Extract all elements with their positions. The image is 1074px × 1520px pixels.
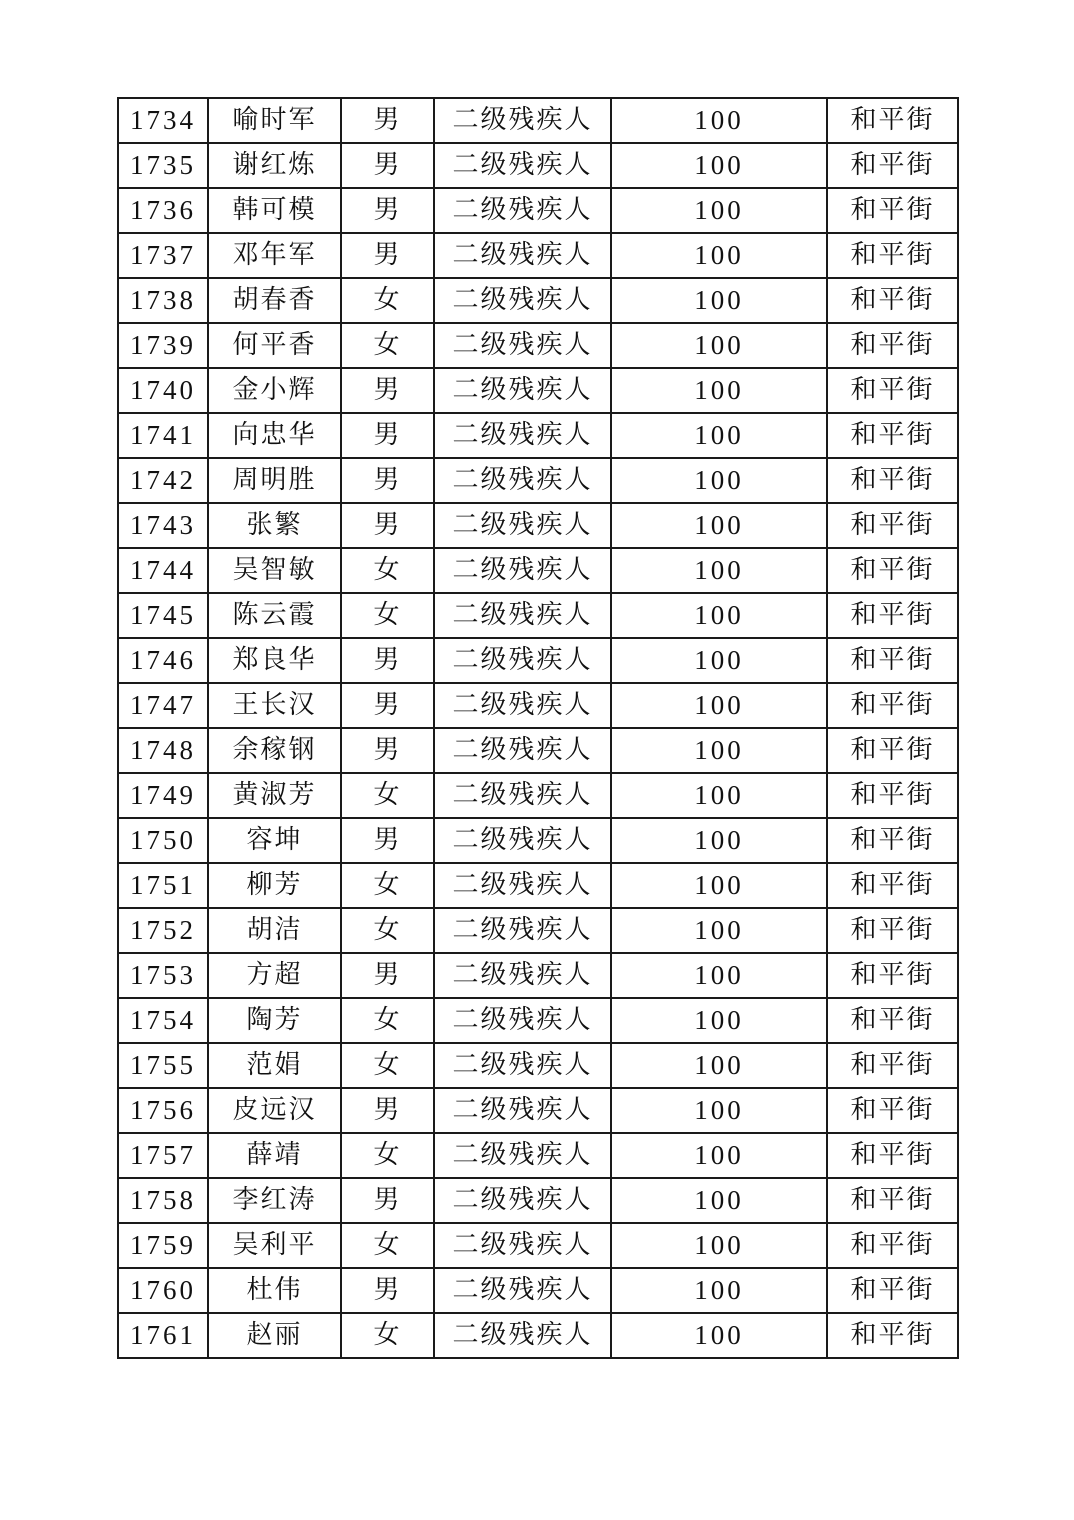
amount-cell: 100 xyxy=(611,1133,827,1178)
table-row xyxy=(118,188,958,233)
table-row xyxy=(118,953,958,998)
amount-cell: 100 xyxy=(611,503,827,548)
disability-category-cell: 二级残疾人 xyxy=(434,1133,611,1178)
street-cell: 和平街 xyxy=(827,863,958,908)
disability-category-cell: 二级残疾人 xyxy=(434,188,611,233)
table-row xyxy=(118,998,958,1043)
serial-number-cell: 1739 xyxy=(118,323,208,368)
amount-cell: 100 xyxy=(611,98,827,143)
person-name-cell: 方超 xyxy=(208,953,341,998)
amount-cell: 100 xyxy=(611,1313,827,1358)
amount-cell: 100 xyxy=(611,188,827,233)
person-name-cell: 杜伟 xyxy=(208,1268,341,1313)
gender-cell: 男 xyxy=(341,503,434,548)
gender-cell: 男 xyxy=(341,1088,434,1133)
amount-cell: 100 xyxy=(611,548,827,593)
person-name-cell: 王长汉 xyxy=(208,683,341,728)
serial-number-cell: 1760 xyxy=(118,1268,208,1313)
street-cell: 和平街 xyxy=(827,1133,958,1178)
gender-cell: 女 xyxy=(341,1313,434,1358)
gender-cell: 女 xyxy=(341,1223,434,1268)
serial-number-cell: 1754 xyxy=(118,998,208,1043)
amount-cell: 100 xyxy=(611,908,827,953)
serial-number-cell: 1758 xyxy=(118,1178,208,1223)
disability-category-cell: 二级残疾人 xyxy=(434,323,611,368)
person-name-cell: 喻时军 xyxy=(208,98,341,143)
amount-cell: 100 xyxy=(611,593,827,638)
gender-cell: 女 xyxy=(341,908,434,953)
gender-cell: 男 xyxy=(341,368,434,413)
disability-category-cell: 二级残疾人 xyxy=(434,98,611,143)
serial-number-cell: 1748 xyxy=(118,728,208,773)
street-cell: 和平街 xyxy=(827,1268,958,1313)
serial-number-cell: 1734 xyxy=(118,98,208,143)
serial-number-cell: 1735 xyxy=(118,143,208,188)
serial-number-cell: 1745 xyxy=(118,593,208,638)
person-name-cell: 金小辉 xyxy=(208,368,341,413)
disability-category-cell: 二级残疾人 xyxy=(434,548,611,593)
table-row xyxy=(118,908,958,953)
street-cell: 和平街 xyxy=(827,98,958,143)
person-name-cell: 张繁 xyxy=(208,503,341,548)
serial-number-cell: 1761 xyxy=(118,1313,208,1358)
serial-number-cell: 1740 xyxy=(118,368,208,413)
serial-number-cell: 1752 xyxy=(118,908,208,953)
person-name-cell: 皮远汉 xyxy=(208,1088,341,1133)
person-name-cell: 韩可模 xyxy=(208,188,341,233)
amount-cell: 100 xyxy=(611,233,827,278)
table-row xyxy=(118,818,958,863)
street-cell: 和平街 xyxy=(827,323,958,368)
street-cell: 和平街 xyxy=(827,188,958,233)
table-row xyxy=(118,863,958,908)
disability-category-cell: 二级残疾人 xyxy=(434,1313,611,1358)
amount-cell: 100 xyxy=(611,818,827,863)
street-cell: 和平街 xyxy=(827,908,958,953)
disability-category-cell: 二级残疾人 xyxy=(434,773,611,818)
person-name-cell: 余稼钢 xyxy=(208,728,341,773)
gender-cell: 男 xyxy=(341,683,434,728)
amount-cell: 100 xyxy=(611,638,827,683)
amount-cell: 100 xyxy=(611,953,827,998)
serial-number-cell: 1747 xyxy=(118,683,208,728)
gender-cell: 男 xyxy=(341,458,434,503)
street-cell: 和平街 xyxy=(827,593,958,638)
amount-cell: 100 xyxy=(611,368,827,413)
serial-number-cell: 1757 xyxy=(118,1133,208,1178)
table-row xyxy=(118,548,958,593)
disability-category-cell: 二级残疾人 xyxy=(434,503,611,548)
person-name-cell: 陶芳 xyxy=(208,998,341,1043)
gender-cell: 男 xyxy=(341,1178,434,1223)
street-cell: 和平街 xyxy=(827,548,958,593)
disability-category-cell: 二级残疾人 xyxy=(434,593,611,638)
serial-number-cell: 1743 xyxy=(118,503,208,548)
table-row xyxy=(118,638,958,683)
gender-cell: 女 xyxy=(341,773,434,818)
table-row xyxy=(118,503,958,548)
serial-number-cell: 1749 xyxy=(118,773,208,818)
amount-cell: 100 xyxy=(611,1088,827,1133)
serial-number-cell: 1759 xyxy=(118,1223,208,1268)
street-cell: 和平街 xyxy=(827,998,958,1043)
street-cell: 和平街 xyxy=(827,368,958,413)
amount-cell: 100 xyxy=(611,683,827,728)
person-name-cell: 何平香 xyxy=(208,323,341,368)
table-row xyxy=(118,143,958,188)
person-name-cell: 谢红炼 xyxy=(208,143,341,188)
person-name-cell: 吴智敏 xyxy=(208,548,341,593)
street-cell: 和平街 xyxy=(827,1178,958,1223)
disability-category-cell: 二级残疾人 xyxy=(434,863,611,908)
street-cell: 和平街 xyxy=(827,143,958,188)
disability-category-cell: 二级残疾人 xyxy=(434,1043,611,1088)
table-row xyxy=(118,458,958,503)
table-row xyxy=(118,1178,958,1223)
disability-category-cell: 二级残疾人 xyxy=(434,413,611,458)
street-cell: 和平街 xyxy=(827,953,958,998)
disability-category-cell: 二级残疾人 xyxy=(434,953,611,998)
street-cell: 和平街 xyxy=(827,1088,958,1133)
street-cell: 和平街 xyxy=(827,503,958,548)
gender-cell: 女 xyxy=(341,593,434,638)
serial-number-cell: 1751 xyxy=(118,863,208,908)
table-row xyxy=(118,1223,958,1268)
serial-number-cell: 1741 xyxy=(118,413,208,458)
serial-number-cell: 1736 xyxy=(118,188,208,233)
person-name-cell: 向忠华 xyxy=(208,413,341,458)
disability-category-cell: 二级残疾人 xyxy=(434,1178,611,1223)
table-row xyxy=(118,683,958,728)
gender-cell: 男 xyxy=(341,98,434,143)
street-cell: 和平街 xyxy=(827,683,958,728)
roster-table-body xyxy=(118,98,958,1358)
person-name-cell: 薛靖 xyxy=(208,1133,341,1178)
disability-category-cell: 二级残疾人 xyxy=(434,458,611,503)
amount-cell: 100 xyxy=(611,728,827,773)
street-cell: 和平街 xyxy=(827,773,958,818)
gender-cell: 男 xyxy=(341,188,434,233)
serial-number-cell: 1750 xyxy=(118,818,208,863)
street-cell: 和平街 xyxy=(827,638,958,683)
amount-cell: 100 xyxy=(611,1268,827,1313)
table-row xyxy=(118,593,958,638)
amount-cell: 100 xyxy=(611,278,827,323)
gender-cell: 男 xyxy=(341,1268,434,1313)
person-name-cell: 吴利平 xyxy=(208,1223,341,1268)
street-cell: 和平街 xyxy=(827,278,958,323)
disability-category-cell: 二级残疾人 xyxy=(434,1223,611,1268)
person-name-cell: 周明胜 xyxy=(208,458,341,503)
amount-cell: 100 xyxy=(611,1178,827,1223)
gender-cell: 男 xyxy=(341,413,434,458)
person-name-cell: 容坤 xyxy=(208,818,341,863)
table-row xyxy=(118,413,958,458)
serial-number-cell: 1737 xyxy=(118,233,208,278)
serial-number-cell: 1755 xyxy=(118,1043,208,1088)
amount-cell: 100 xyxy=(611,1043,827,1088)
amount-cell: 100 xyxy=(611,143,827,188)
table-row xyxy=(118,1313,958,1358)
table-row xyxy=(118,233,958,278)
disability-category-cell: 二级残疾人 xyxy=(434,1268,611,1313)
disability-category-cell: 二级残疾人 xyxy=(434,233,611,278)
person-name-cell: 黄淑芳 xyxy=(208,773,341,818)
disability-category-cell: 二级残疾人 xyxy=(434,638,611,683)
person-name-cell: 胡春香 xyxy=(208,278,341,323)
gender-cell: 女 xyxy=(341,1133,434,1178)
table-row xyxy=(118,1043,958,1088)
person-name-cell: 柳芳 xyxy=(208,863,341,908)
roster-table xyxy=(117,97,959,1359)
table-row xyxy=(118,323,958,368)
street-cell: 和平街 xyxy=(827,458,958,503)
serial-number-cell: 1738 xyxy=(118,278,208,323)
serial-number-cell: 1744 xyxy=(118,548,208,593)
disability-category-cell: 二级残疾人 xyxy=(434,1088,611,1133)
person-name-cell: 郑良华 xyxy=(208,638,341,683)
gender-cell: 女 xyxy=(341,278,434,323)
gender-cell: 女 xyxy=(341,998,434,1043)
table-row xyxy=(118,773,958,818)
amount-cell: 100 xyxy=(611,323,827,368)
gender-cell: 男 xyxy=(341,233,434,278)
person-name-cell: 陈云霞 xyxy=(208,593,341,638)
gender-cell: 男 xyxy=(341,728,434,773)
street-cell: 和平街 xyxy=(827,1313,958,1358)
gender-cell: 男 xyxy=(341,143,434,188)
disability-category-cell: 二级残疾人 xyxy=(434,998,611,1043)
street-cell: 和平街 xyxy=(827,818,958,863)
disability-category-cell: 二级残疾人 xyxy=(434,143,611,188)
amount-cell: 100 xyxy=(611,773,827,818)
gender-cell: 男 xyxy=(341,638,434,683)
disability-category-cell: 二级残疾人 xyxy=(434,728,611,773)
amount-cell: 100 xyxy=(611,998,827,1043)
disability-category-cell: 二级残疾人 xyxy=(434,908,611,953)
amount-cell: 100 xyxy=(611,863,827,908)
person-name-cell: 邓年军 xyxy=(208,233,341,278)
disability-category-cell: 二级残疾人 xyxy=(434,368,611,413)
table-row xyxy=(118,1268,958,1313)
table-row xyxy=(118,1133,958,1178)
street-cell: 和平街 xyxy=(827,233,958,278)
person-name-cell: 赵丽 xyxy=(208,1313,341,1358)
disability-category-cell: 二级残疾人 xyxy=(434,818,611,863)
table-row xyxy=(118,368,958,413)
person-name-cell: 李红涛 xyxy=(208,1178,341,1223)
serial-number-cell: 1756 xyxy=(118,1088,208,1133)
serial-number-cell: 1746 xyxy=(118,638,208,683)
serial-number-cell: 1753 xyxy=(118,953,208,998)
gender-cell: 女 xyxy=(341,548,434,593)
street-cell: 和平街 xyxy=(827,728,958,773)
gender-cell: 男 xyxy=(341,818,434,863)
amount-cell: 100 xyxy=(611,458,827,503)
street-cell: 和平街 xyxy=(827,1223,958,1268)
person-name-cell: 范娟 xyxy=(208,1043,341,1088)
gender-cell: 女 xyxy=(341,863,434,908)
street-cell: 和平街 xyxy=(827,413,958,458)
disability-category-cell: 二级残疾人 xyxy=(434,278,611,323)
gender-cell: 女 xyxy=(341,1043,434,1088)
street-cell: 和平街 xyxy=(827,1043,958,1088)
table-row xyxy=(118,98,958,143)
table-row xyxy=(118,278,958,323)
amount-cell: 100 xyxy=(611,1223,827,1268)
gender-cell: 男 xyxy=(341,953,434,998)
table-row xyxy=(118,728,958,773)
amount-cell: 100 xyxy=(611,413,827,458)
person-name-cell: 胡洁 xyxy=(208,908,341,953)
table-row xyxy=(118,1088,958,1133)
gender-cell: 女 xyxy=(341,323,434,368)
disability-category-cell: 二级残疾人 xyxy=(434,683,611,728)
serial-number-cell: 1742 xyxy=(118,458,208,503)
